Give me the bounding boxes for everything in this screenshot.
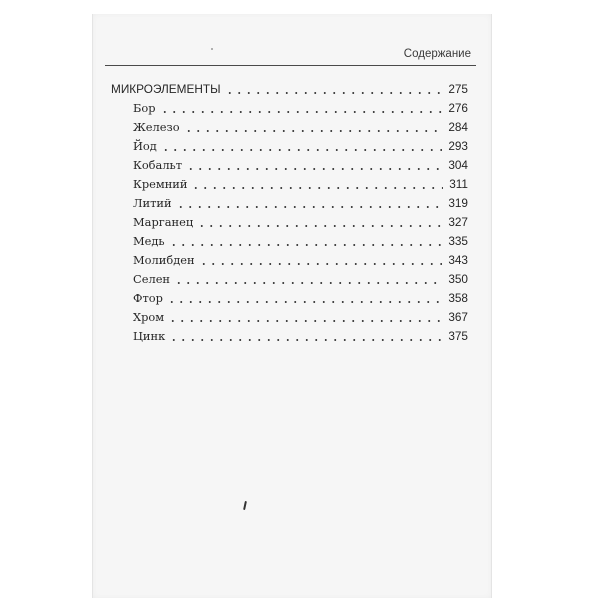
paper-speck — [211, 48, 213, 50]
toc-entry-row — [111, 118, 468, 137]
toc-entry-row — [111, 213, 468, 232]
toc-section-page: 275 — [448, 82, 468, 96]
toc-entry-row — [111, 137, 468, 156]
dot-leader — [197, 224, 442, 228]
dot-leader — [168, 319, 442, 323]
toc-entry-title: Кобальт — [133, 158, 183, 172]
dot-leader — [160, 110, 443, 114]
toc-entry-page: 350 — [448, 272, 468, 286]
dot-leader — [186, 167, 442, 171]
toc-entry-page: 276 — [448, 101, 468, 115]
dot-leader — [169, 338, 442, 342]
toc-entry-page: 293 — [448, 139, 468, 153]
toc-entry-title: Селен — [133, 272, 171, 286]
toc-entry-row — [111, 194, 468, 213]
toc-entry-title: Марганец — [133, 215, 194, 229]
toc-entry-title: Литий — [133, 196, 172, 210]
running-head: Содержание — [403, 48, 471, 60]
dot-leader — [199, 262, 443, 266]
paper-mark — [243, 501, 247, 510]
toc-entry-title: Молибден — [133, 253, 195, 267]
toc-entry-page: 327 — [448, 215, 468, 229]
toc-entry-page: 375 — [448, 329, 468, 343]
table-of-contents — [111, 80, 468, 346]
toc-entry-row — [111, 289, 468, 308]
dot-leader — [225, 91, 443, 95]
toc-entry-title: Цинк — [133, 329, 166, 343]
dot-leader — [191, 186, 443, 190]
book-page — [92, 14, 492, 598]
toc-entry-title: Йод — [133, 139, 157, 153]
toc-entry-title: Хром — [133, 310, 165, 324]
toc-entry-row — [111, 232, 468, 251]
toc-entry-row — [111, 327, 468, 346]
toc-entry-row — [111, 308, 468, 327]
toc-entry-title: Бор — [133, 101, 156, 115]
header-rule — [105, 65, 476, 66]
dot-leader — [167, 300, 442, 304]
toc-entry-page: 358 — [448, 291, 468, 305]
toc-entry-title: Медь — [133, 234, 165, 248]
dot-leader — [169, 243, 443, 247]
toc-entry-page: 367 — [448, 310, 468, 324]
toc-entry-page: 284 — [448, 120, 468, 134]
toc-entry-page: 343 — [448, 253, 468, 267]
toc-entry-page: 319 — [448, 196, 468, 210]
toc-entry-title: Фтор — [133, 291, 163, 305]
toc-entry-row — [111, 156, 468, 175]
toc-entry-row — [111, 99, 468, 118]
dot-leader — [161, 148, 443, 152]
toc-entry-page: 304 — [448, 158, 468, 172]
toc-entry-row — [111, 270, 468, 289]
dot-leader — [176, 205, 443, 209]
toc-entry-row — [111, 251, 468, 270]
toc-entry-row — [111, 175, 468, 194]
toc-section-title: МИКРОЭЛЕМЕНТЫ — [111, 82, 221, 96]
toc-entry-page: 335 — [448, 234, 468, 248]
toc-entry-page: 311 — [449, 177, 468, 191]
toc-section-row — [111, 80, 468, 99]
toc-entry-title: Кремний — [133, 177, 188, 191]
toc-entry-title: Железо — [133, 120, 180, 134]
dot-leader — [184, 129, 443, 133]
dot-leader — [174, 281, 442, 285]
